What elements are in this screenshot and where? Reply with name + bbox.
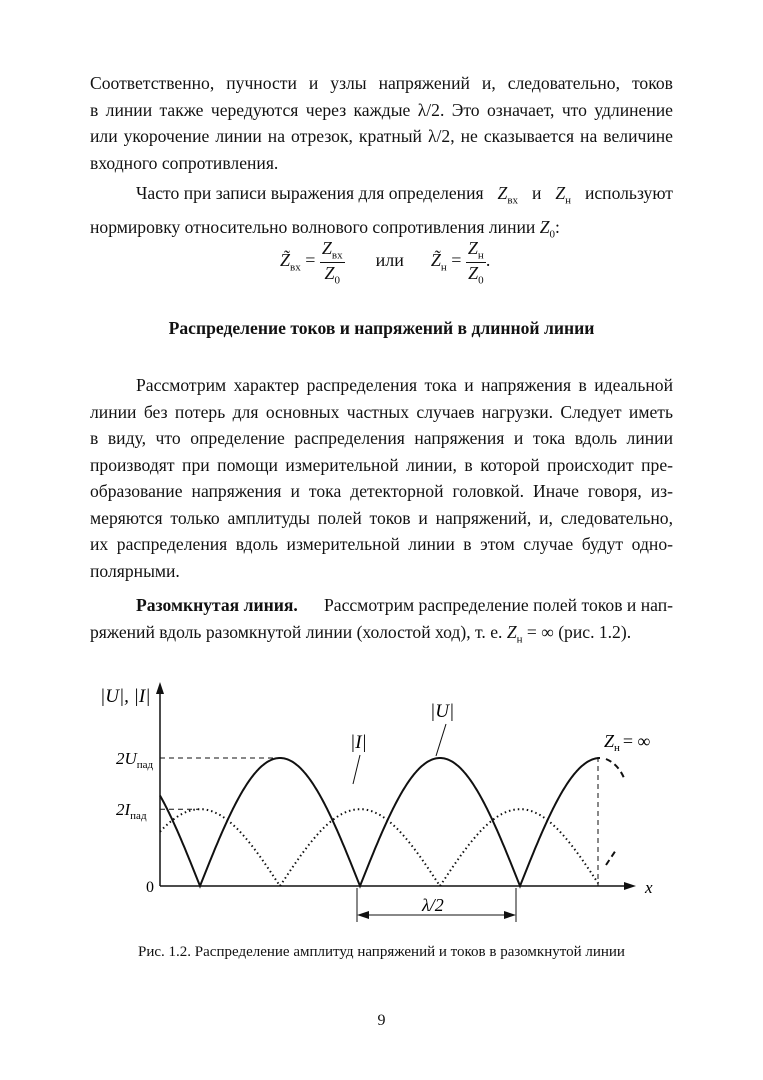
text-fragment: Рассмотрим распределение полей токов и нап-	[323, 595, 673, 615]
text-line: Рассмотрим характер распределения тока и напряжения в идеальной	[136, 375, 673, 395]
series-u-curve	[160, 758, 600, 886]
text-fragment: (рис. 1.2).	[558, 621, 632, 642]
text-line: полярными.	[90, 560, 180, 581]
fraction-denominator: $Z_0$	[324, 262, 340, 287]
formula-period: .	[485, 250, 491, 271]
y-axis-label: |U|, |I|	[100, 686, 151, 707]
text-line: входного сопротивления.	[90, 152, 279, 173]
paragraph-1	[90, 70, 673, 176]
text-fragment: ряжений вдоль разомкнутой линии (холостой ход), т. е.	[90, 621, 503, 642]
text-line: в линии также чередуются через каждые λ/2. Это означает, что удлинение	[90, 99, 673, 120]
fraction-2	[466, 238, 486, 286]
text-fragment: и	[531, 183, 542, 203]
symbol-z-in: $Z_{вх}$	[497, 183, 519, 207]
load-label: $Z_н$ = ∞	[604, 731, 651, 754]
page-number: 9	[377, 1012, 386, 1029]
x-axis	[160, 882, 636, 890]
wavelength-dimension	[357, 888, 516, 922]
text-line	[90, 619, 673, 653]
text-fragment: нормировку относительно волнового сопротивления линии	[90, 217, 536, 238]
y-tick-label: $2I_{пад}$	[116, 800, 147, 823]
i-continuation-dashed	[606, 850, 616, 865]
fraction-numerator: $Z_н$	[467, 238, 484, 262]
fraction-denominator: $Z_0$	[468, 262, 484, 287]
text-line: в виду, что определение распределения напряжения и тока вдоль линии	[90, 428, 673, 448]
symbol-z-load: $Z_н$	[506, 621, 523, 646]
text-line: меряются только амплитуды полей токов и напряжений, и, следовательно,	[90, 507, 673, 528]
text-line	[90, 180, 673, 214]
formula-term-2: $Z̃_н$	[430, 250, 447, 274]
u-label-leader	[436, 724, 446, 756]
y-tick-labels	[116, 749, 154, 822]
or-word: или	[375, 250, 404, 271]
symbol-z-load: $Z_н$	[555, 183, 572, 207]
x-axis-label: x	[645, 878, 653, 897]
text-fragment: = ∞	[526, 621, 554, 642]
standing-wave-chart	[0, 660, 763, 930]
u-curve-label: |U|	[430, 701, 455, 722]
paragraph-3	[90, 372, 673, 584]
series-i-curve	[160, 809, 600, 886]
text-line: производят при помощи измерительной линии, в которой происходит пре-	[90, 454, 673, 475]
formula-term-1: $Z̃_{вх}$	[280, 250, 301, 274]
equals-sign: =	[451, 250, 462, 271]
equals-sign: =	[305, 250, 316, 271]
text-line: Соответственно, пучности и узлы напряжений и, следовательно, токов	[90, 73, 673, 93]
guide-lines	[160, 758, 278, 809]
y-tick-label: $2U_{пад}$	[116, 749, 154, 771]
i-curve-label: |I|	[350, 732, 367, 753]
bold-lead: Разомкнутая линия.	[136, 595, 298, 615]
section-heading: Распределение токов и напряжений в длинной линии	[168, 318, 595, 338]
figure-caption: Рис. 1.2. Распределение амплитуд напряжений и токов в разомкнутой линии	[138, 944, 625, 960]
text-line: их распределения вдоль измерительной линии в этом случае будут одно-	[90, 534, 673, 554]
wavelength-label: λ/2	[422, 895, 444, 915]
text-line: образование напряжения и тока детекторной головкой. Иначе говоря, из-	[90, 481, 673, 501]
text-fragment: используют	[584, 183, 673, 203]
text-fragment: Часто при записи выражения для определения	[136, 183, 484, 203]
u-continuation-dashed	[606, 759, 624, 778]
y-axis	[156, 682, 164, 886]
origin-label: 0	[146, 879, 154, 896]
i-label-leader	[353, 755, 360, 784]
text-line	[90, 592, 673, 619]
normalized-impedance-formula	[280, 238, 500, 296]
text-fragment: :	[555, 217, 560, 238]
text-line: или укорочение линии на отрезок, кратный λ/2, не сказывается на величине	[90, 126, 673, 146]
fraction-1	[320, 238, 345, 286]
symbol-z0: $Z_0$	[539, 217, 556, 241]
fraction-numerator: $Z_{вх}$	[321, 238, 343, 262]
text-line: линии без потерь для основных частных случаев нагрузки. Следует иметь	[90, 401, 673, 422]
paragraph-4	[90, 592, 673, 653]
